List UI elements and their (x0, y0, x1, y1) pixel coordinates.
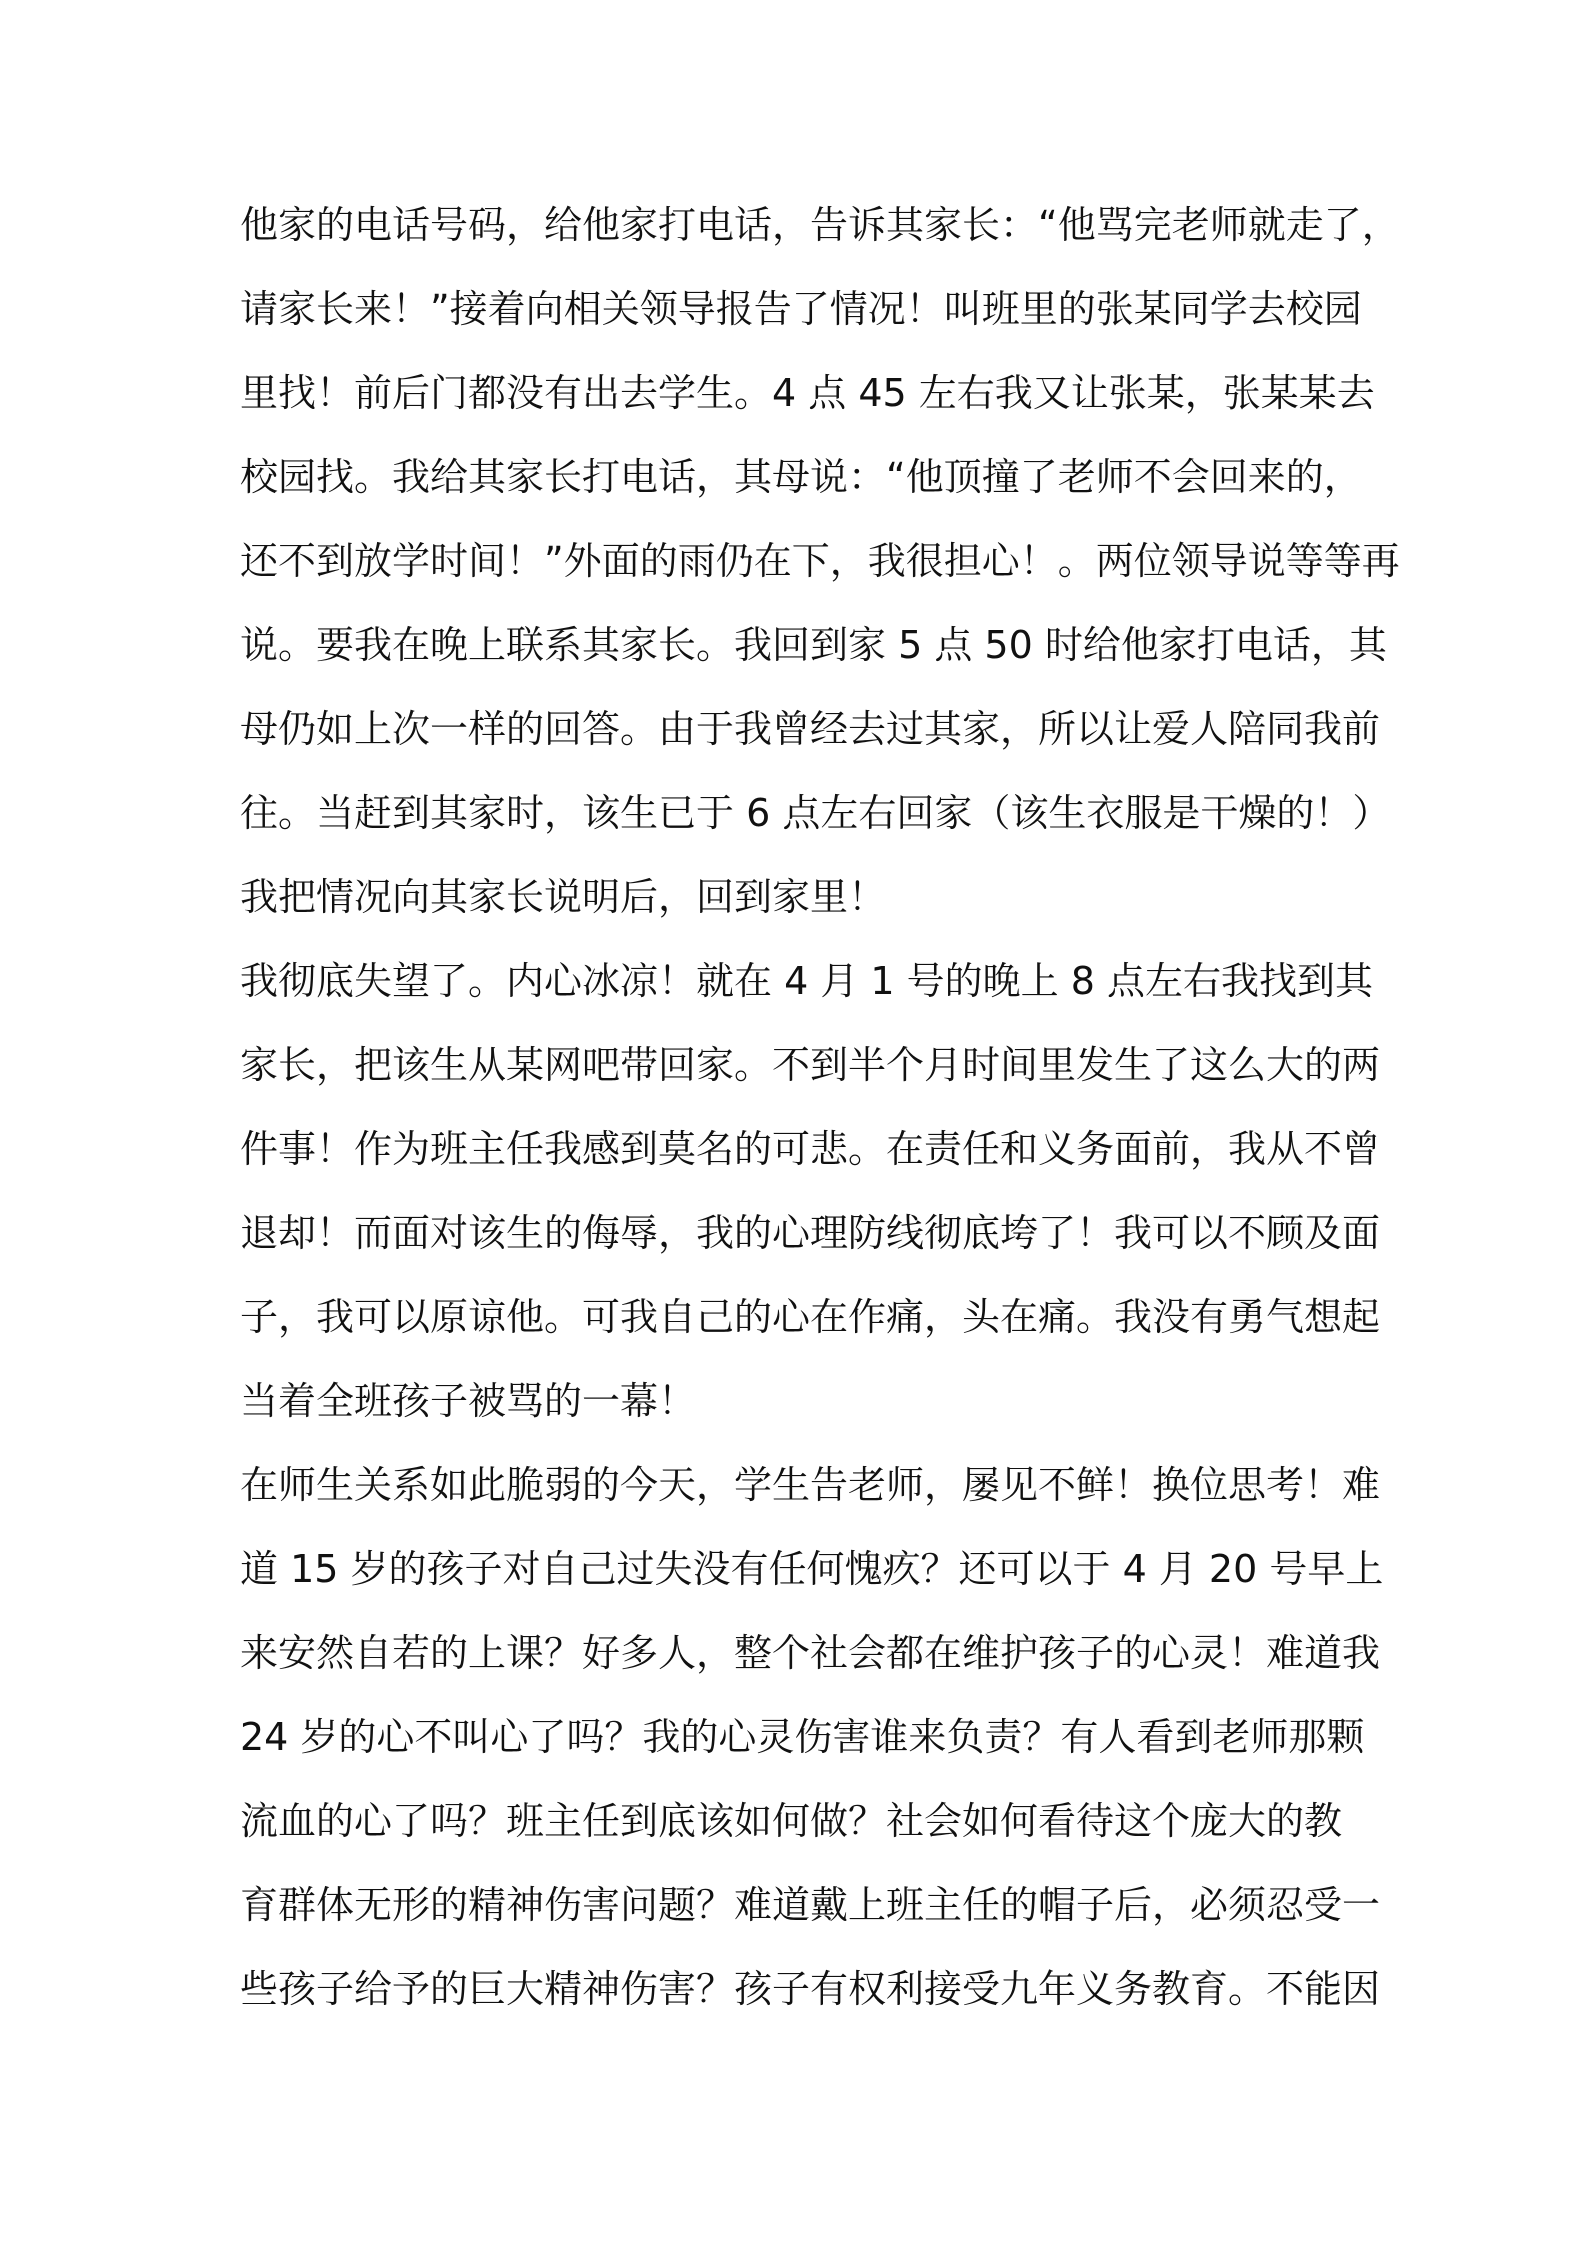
text-line: 些孩子给予的巨大精神伤害？孩子有权利接受九年义务教育。不能因 (240, 1967, 1381, 2011)
text-line: 育群体无形的精神伤害问题？难道戴上班主任的帽子后，必须忍受一 (240, 1883, 1381, 1927)
text-line: 往。当赶到其家时，该生已于 6 点左右回家（该生衣服是干燥的！） (240, 791, 1391, 835)
text-line: 他家的电话号码，给他家打电话，告诉其家长：“他骂完老师就走了， (240, 203, 1400, 247)
text-line: 请家长来！”接着向相关领导报告了情况！叫班里的张某同学去校园 (240, 287, 1362, 331)
text-line: 母仍如上次一样的回答。由于我曾经去过其家，所以让爱人陪同我前 (240, 707, 1381, 751)
text-line: 流血的心了吗？班主任到底该如何做？社会如何看待这个庞大的教 (240, 1799, 1343, 1843)
text-line: 来安然自若的上课？好多人，整个社会都在维护孩子的心灵！难道我 (240, 1631, 1381, 1675)
text-line: 我把情况向其家长说明后，回到家里！ (240, 875, 887, 919)
text-line: 校园找。我给其家长打电话，其母说：“他顶撞了老师不会回来的， (240, 455, 1362, 499)
text-line: 子，我可以原谅他。可我自己的心在作痛，头在痛。我没有勇气想起 (240, 1295, 1381, 1339)
text-line: 我彻底失望了。内心冰凉！就在 4 月 1 号的晚上 8 点左右我找到其 (240, 959, 1374, 1003)
text-line: 当着全班孩子被骂的一幕！ (240, 1379, 697, 1423)
text-line: 退却！而面对该生的侮辱，我的心理防线彻底垮了！我可以不顾及面 (240, 1211, 1381, 1255)
text-line: 里找！前后门都没有出去学生。4 点 45 左右我又让张某，张某某去 (240, 371, 1375, 415)
text-line: 还不到放学时间！”外面的雨仍在下，我很担心！。两位领导说等等再 (240, 539, 1400, 583)
text-line: 家长，把该生从某网吧带回家。不到半个月时间里发生了这么大的两 (240, 1043, 1381, 1087)
text-line: 24 岁的心不叫心了吗？我的心灵伤害谁来负责？有人看到老师那颗 (240, 1715, 1365, 1759)
text-line: 道 15 岁的孩子对自己过失没有任何愧疚？还可以于 4 月 20 号早上 (240, 1547, 1384, 1591)
body-text (240, 183, 1400, 2031)
text-line: 说。要我在晚上联系其家长。我回到家 5 点 50 时给他家打电话，其 (240, 623, 1387, 667)
text-line: 件事！作为班主任我感到莫名的可悲。在责任和义务面前，我从不曾 (240, 1127, 1381, 1171)
text-line: 在师生关系如此脆弱的今天，学生告老师，屡见不鲜！换位思考！难 (240, 1463, 1381, 1507)
